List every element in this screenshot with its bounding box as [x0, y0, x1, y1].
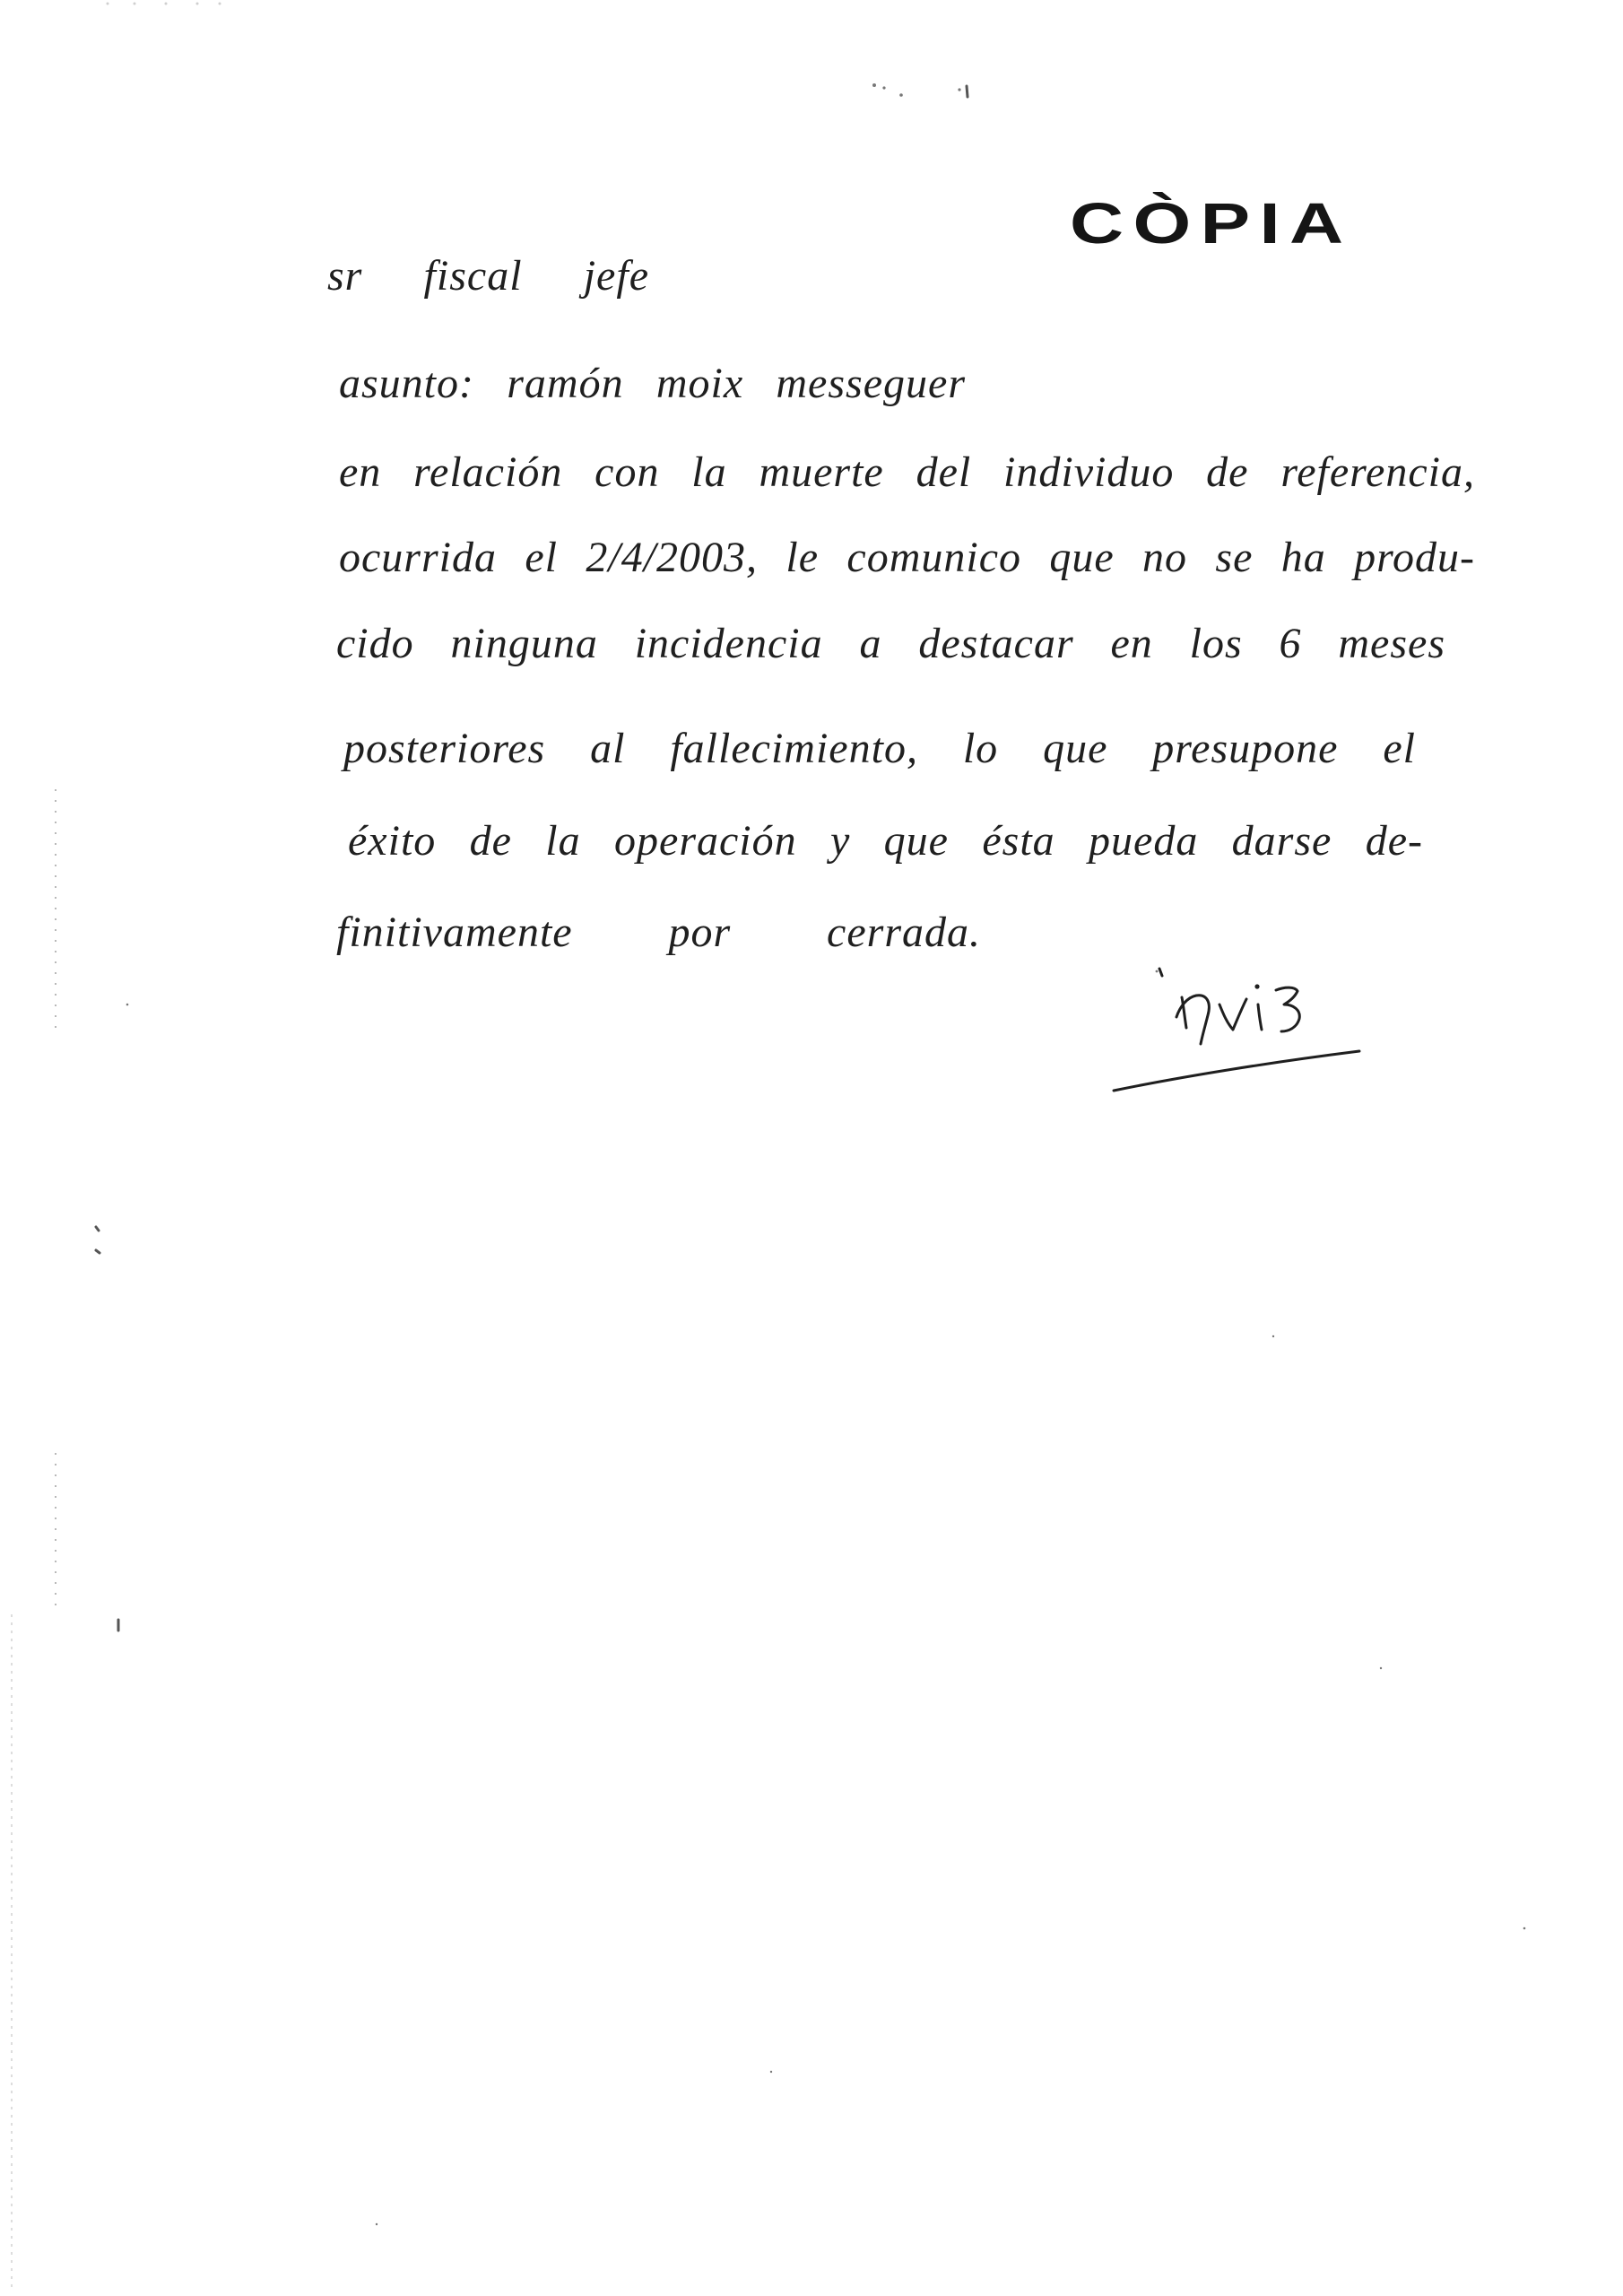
body-line: ocurrida el 2/4/2003, le comunico que no se ha produ- [339, 534, 1475, 581]
signature-underline [1114, 1051, 1359, 1091]
subject-label: asunto: [339, 360, 474, 407]
handwritten-signature [1103, 951, 1372, 1103]
body-line: en relación con la muerte del individuo de referencia, [339, 448, 1475, 496]
subject-value: ramón moix messeguer [507, 360, 967, 407]
body-line: éxito de la operación y que ésta pueda darse de- [348, 817, 1423, 865]
body-line: posteriores al fallecimiento, lo que presupone el [343, 725, 1416, 772]
recipient-line: sr fiscal jefe [327, 252, 649, 300]
body-line: cido ninguna incidencia a destacar en los 6 meses [336, 620, 1445, 667]
subject-line [339, 362, 966, 405]
body-line: finitivamente por cerrada. [336, 909, 981, 956]
copy-stamp: CÒPIA [1070, 191, 1353, 256]
